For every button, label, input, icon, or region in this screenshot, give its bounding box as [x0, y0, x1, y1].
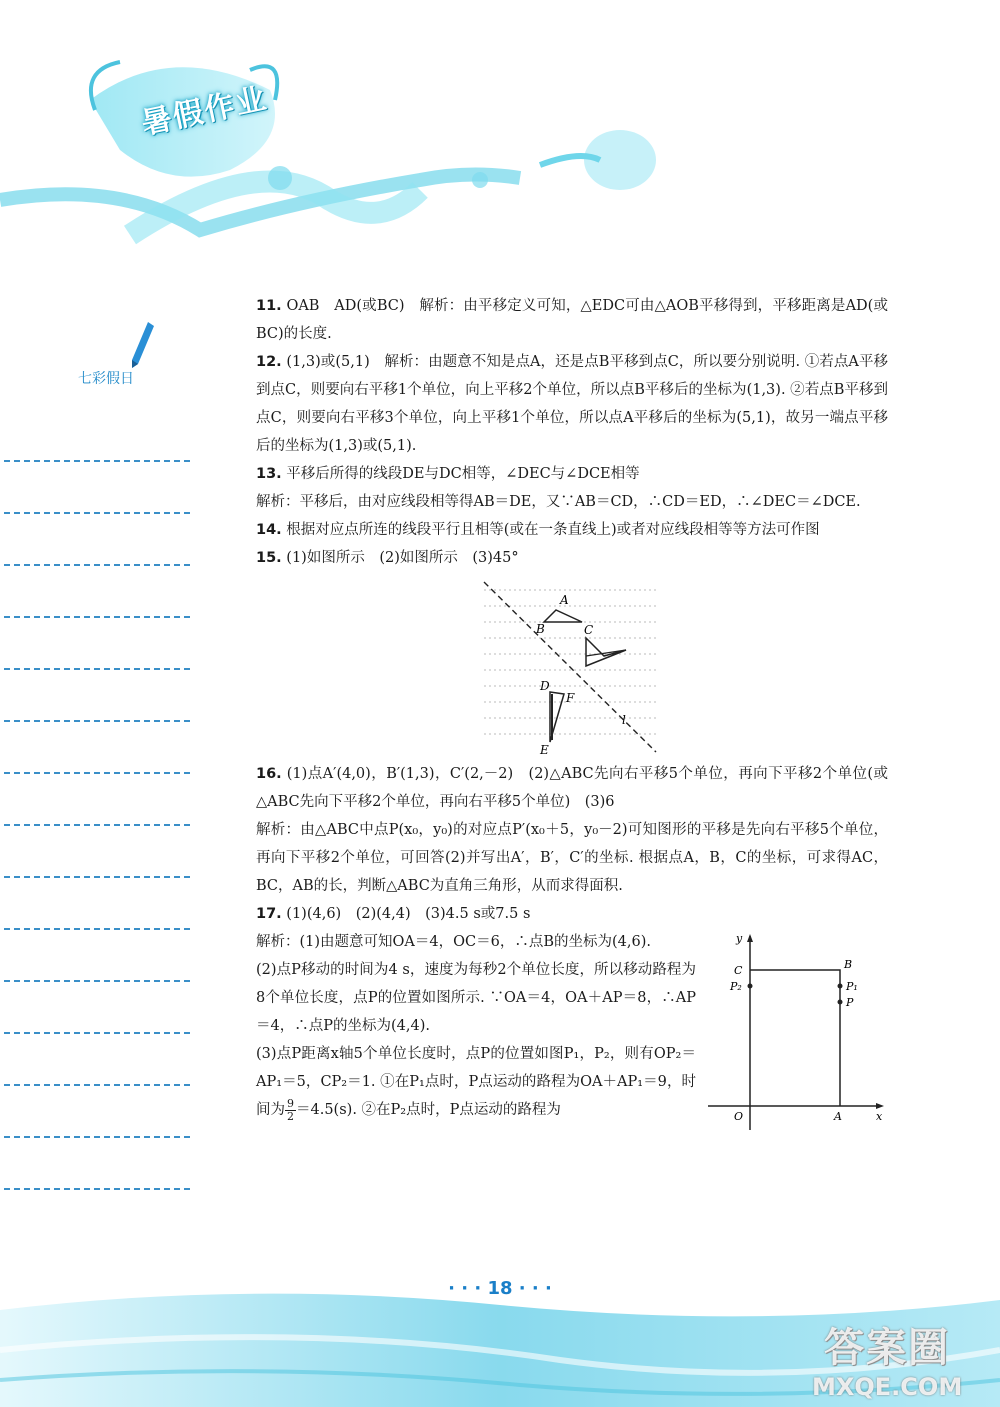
label-P2: P₂	[730, 980, 742, 993]
answer-17-analysis: 解析：(1)由题意可知OA＝4，OC＝6，∴点B的坐标为(4,6). (2)点P移动的时间为4 s，速度为每秒2个单位长度，所以移动路程为8个单位长度，点P的位置如图所示. ∵OA＝4，OA＋AP＝8，∴AP＝4，∴点P的坐标为(4,4). (3)点P距离x轴5个单位长度时，点P的位置如图P₁，P₂，则有OP₂＝AP₁＝5，CP₂＝1. ①在P₁点时，P点运动的路程为OA＋AP₁＝9，时间为 $\frac{9}{2}$ ＝4.5(s). ②在P₂点时，P点运动的路程为 y x O A B C P₂ P₁ P	[256, 928, 888, 1124]
sidebar-title: 七彩假日	[78, 371, 134, 387]
axis-x-label: x	[876, 1110, 883, 1123]
answer-content	[256, 292, 888, 1124]
figure-17	[706, 934, 888, 1144]
answer-15: 15. (1)如图所示 (2)如图所示 (3)45°	[256, 550, 519, 566]
figure-15	[480, 576, 660, 756]
pen-icon	[128, 320, 158, 372]
label-E: E	[540, 743, 549, 756]
answer-13-analysis: 解析：平移后，由对应线段相等得AB＝DE，又∵AB＝CD，∴CD＝ED，∴∠DEC＝∠DCE.	[256, 494, 861, 510]
note-lines	[4, 410, 190, 1190]
answer-16-analysis: 解析：由△ABC中点P(x₀，y₀)的对应点P′(x₀＋5，y₀－2)可知图形的平移是先向右平移5个单位，再向下平移2个单位，可回答(2)并写出A′，B′，C′的坐标. 根据点A，B，C的坐标，可求得AC，BC，AB的长，判断△ABC为直角三角形，从而求得面积.	[256, 822, 888, 894]
answer-12: 12. (1,3)或(5,1) 解析：由题意不知是点A，还是点B平移到点C，所以要分别说明. ①若点A平移到点C，则要向右平移1个单位，向上平移2个单位，所以点B平移后的坐标为(1,3). ②若点B平移到点C，则要向右平移3个单位，向上平移1个单位，所以点A平移后的坐标为(5,1)，故另一端点平移后的坐标为(1,3)或(5,1).	[256, 354, 889, 454]
label-l: l	[622, 713, 626, 727]
answer-11: 11. OAB AD(或BC) 解析：由平移定义可知，△EDC可由△AOB平移得到，平移距离是AD(或BC)的长度.	[256, 298, 888, 342]
label-O: O	[734, 1110, 744, 1123]
answer-16: 16. (1)点A′(4,0)，B′(1,3)，C′(2,－2) (2)△ABC先向右平移5个单位，再向下平移2个单位(或△ABC先向下平移2个单位，再向右平移5个单位) (3)6	[256, 766, 889, 810]
label-A: A	[834, 1110, 842, 1123]
label-C: C	[584, 623, 594, 637]
page-number: · · · 18 · · ·	[448, 1278, 552, 1299]
label-A: A	[560, 593, 569, 607]
label-F: F	[566, 691, 575, 705]
axis-y-label: y	[736, 934, 743, 945]
label-B: B	[536, 622, 545, 636]
label-C: C	[734, 964, 743, 977]
answer-17: 17. (1)(4,6) (2)(4,4) (3)4.5 s或7.5 s	[256, 906, 531, 922]
answer-14: 14. 根据对应点所连的线段平行且相等(或在一条直线上)或者对应线段相等等方法可作图	[256, 522, 820, 538]
answer-13: 13. 平移后所得的线段DE与DC相等，∠DEC与∠DCE相等	[256, 466, 640, 482]
site-watermark: 答案圈 MXQE.COM	[812, 1325, 963, 1401]
brand-logo: 暑假作业	[138, 80, 271, 142]
label-P: P	[846, 996, 854, 1009]
label-B: B	[844, 958, 853, 971]
fraction-9-2: $\frac{9}{2}$	[287, 1096, 294, 1123]
label-P1: P₁	[846, 980, 858, 993]
label-D: D	[540, 679, 550, 693]
